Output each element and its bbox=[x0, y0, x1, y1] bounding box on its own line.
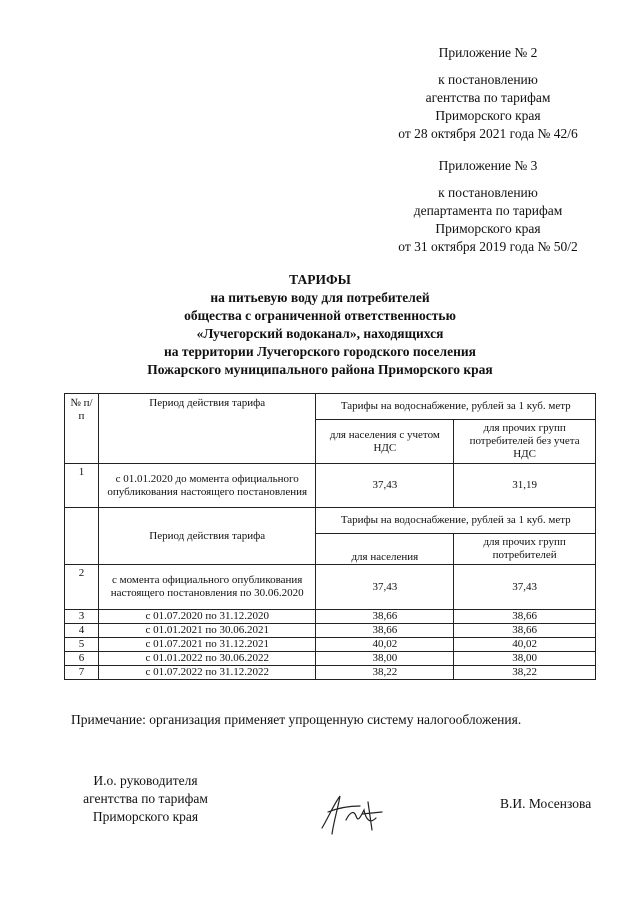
appendix-3-title: Приложение № 3 bbox=[438, 158, 538, 173]
row-num: 6 bbox=[65, 652, 99, 666]
row-other-value: 37,43 bbox=[454, 565, 596, 610]
row-population-value: 38,66 bbox=[316, 624, 454, 638]
table-row bbox=[65, 610, 596, 624]
row-population-value: 38,00 bbox=[316, 652, 454, 666]
row-population-value: 40,02 bbox=[316, 638, 454, 652]
appendix-2-block bbox=[370, 44, 606, 143]
row-other-value: 40,02 bbox=[454, 638, 596, 652]
table-row bbox=[65, 624, 596, 638]
appendix-3-line1: к постановлению bbox=[438, 185, 538, 200]
appendix-2-title: Приложение № 2 bbox=[438, 45, 538, 60]
appendix-3-block bbox=[370, 157, 606, 256]
header2-period: Период действия тарифа bbox=[98, 508, 316, 565]
header2-col-other: для прочих групп потребителей bbox=[454, 534, 596, 565]
heading-line5: Пожарского муниципального района Приморского края bbox=[147, 362, 493, 377]
row-period: с 01.01.2022 по 30.06.2022 bbox=[98, 652, 316, 666]
heading-line1: на питьевую воду для потребителей bbox=[210, 290, 430, 305]
table-row bbox=[65, 652, 596, 666]
row-num: 2 bbox=[65, 565, 99, 610]
header-col-other: для прочих групп потребителей без учета НДС bbox=[454, 420, 596, 464]
row-population-value: 38,22 bbox=[316, 666, 454, 680]
header2-tariffs: Тарифы на водоснабжение, рублей за 1 куб. метр bbox=[316, 508, 596, 534]
appendix-3-line3: Приморского края bbox=[435, 221, 541, 236]
document-heading bbox=[0, 271, 640, 379]
header2-col-population: для населения bbox=[316, 534, 454, 565]
header2-num-empty bbox=[65, 508, 99, 565]
appendix-3-line2: департамента по тарифам bbox=[413, 203, 563, 218]
row-other-value: 38,66 bbox=[454, 610, 596, 624]
heading-line3: «Лучегорский водоканал», находящихся bbox=[196, 326, 444, 341]
row-other-value: 38,66 bbox=[454, 624, 596, 638]
table-row bbox=[65, 638, 596, 652]
row-period: с 01.01.2021 по 30.06.2021 bbox=[98, 624, 316, 638]
table-row bbox=[65, 666, 596, 680]
tariffs-table bbox=[64, 393, 596, 680]
heading-line2: общества с ограниченной ответственностью bbox=[184, 308, 456, 323]
row-num: 3 bbox=[65, 610, 99, 624]
row-population-value: 37,43 bbox=[316, 565, 454, 610]
handwritten-signature bbox=[316, 790, 396, 840]
row-population-value: 38,66 bbox=[316, 610, 454, 624]
signatory-line2: агентства по тарифам bbox=[83, 791, 208, 806]
header-period: Период действия тарифа bbox=[98, 394, 316, 464]
row-other-value: 38,00 bbox=[454, 652, 596, 666]
signatory-line1: И.о. руководителя bbox=[93, 773, 198, 788]
row-population-value: 37,43 bbox=[316, 464, 454, 508]
row-period: с 01.07.2020 по 31.12.2020 bbox=[98, 610, 316, 624]
tax-note: Примечание: организация применяет упрощенную систему налогообложения. bbox=[71, 712, 522, 727]
heading-title: ТАРИФЫ bbox=[289, 272, 351, 287]
header-tariffs: Тарифы на водоснабжение, рублей за 1 куб. метр bbox=[316, 394, 596, 420]
table-row bbox=[65, 464, 596, 508]
signatory-name: В.И. Мосензова bbox=[500, 796, 592, 811]
row-other-value: 38,22 bbox=[454, 666, 596, 680]
appendix-2-line1: к постановлению bbox=[438, 72, 538, 87]
row-num: 1 bbox=[65, 464, 99, 508]
row-period: с 01.07.2021 по 31.12.2021 bbox=[98, 638, 316, 652]
signatory-line3: Приморского края bbox=[92, 809, 199, 824]
header-num: № п/п bbox=[65, 394, 99, 464]
row-other-value: 31,19 bbox=[454, 464, 596, 508]
row-num: 4 bbox=[65, 624, 99, 638]
appendix-2-line3: Приморского края bbox=[435, 108, 541, 123]
header-col-population: для населения с учетом НДС bbox=[316, 420, 454, 464]
heading-line4: на территории Лучегорского городского поселения bbox=[164, 344, 476, 359]
row-period: с 01.01.2020 до момента официального опубликования настоящего постановления bbox=[98, 464, 316, 508]
row-num: 7 bbox=[65, 666, 99, 680]
row-num: 5 bbox=[65, 638, 99, 652]
signatory-title bbox=[58, 772, 233, 826]
row-period: с момента официального опубликования настоящего постановления по 30.06.2020 bbox=[98, 565, 316, 610]
appendix-2-line2: агентства по тарифам bbox=[425, 90, 551, 105]
appendix-2-line4: от 28 октября 2021 года № 42/6 bbox=[398, 126, 578, 141]
row-period: с 01.07.2022 по 31.12.2022 bbox=[98, 666, 316, 680]
table-row bbox=[65, 565, 596, 610]
appendix-3-line4: от 31 октября 2019 года № 50/2 bbox=[398, 239, 578, 254]
